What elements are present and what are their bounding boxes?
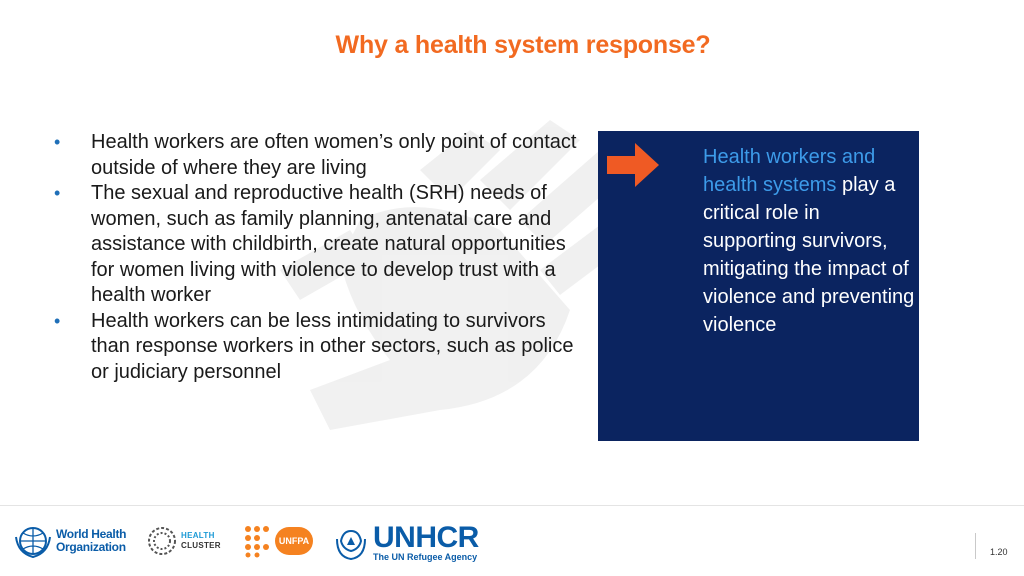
unfpa-dots-icon [243, 524, 277, 558]
bullet-dot-icon: • [54, 310, 61, 331]
who-logo-line1: World Health [56, 527, 127, 541]
slide-number-divider [975, 533, 976, 559]
callout-text [703, 143, 915, 339]
arrow-right-icon [607, 143, 659, 187]
bullet-text: Health workers are often women’s only point of contact outside of where they are living [91, 131, 577, 179]
health-cluster-logo [146, 524, 221, 558]
unhcr-emblem-icon [333, 527, 369, 561]
who-emblem-icon [14, 523, 52, 559]
health-cluster-line1: HEALTH [181, 531, 215, 540]
health-cluster-line2: CLUSTER [181, 541, 221, 550]
unfpa-logo: UNFPA [275, 527, 313, 555]
callout-highlight: Health workers and health systems [703, 146, 876, 196]
who-logo [14, 523, 126, 559]
slide-title: Why a health system response? [335, 31, 711, 59]
unhcr-logo [333, 521, 479, 563]
who-logo-line2: Organization [56, 540, 126, 554]
bullet-text: The sexual and reproductive health (SRH) needs of women, such as family planning, antenatal care and assistance with childbirth, create natural opportunities for women living with violence to develop trust with a health worker [91, 182, 566, 306]
bullet-item [50, 181, 580, 309]
slide-number: 1.20 [990, 547, 1008, 557]
bullet-item [50, 130, 580, 181]
bullet-text: Health workers can be less intimidating to survivors than response workers in other sectors, such as police or judiciary personnel [91, 309, 574, 383]
bullet-list [50, 130, 580, 385]
bullet-item [50, 309, 580, 386]
callout-body: play a critical role in supporting survivors, mitigating the impact of violence and preventing violence [703, 174, 915, 336]
bullet-dot-icon: • [54, 132, 61, 152]
unhcr-tagline: The UN Refugee Agency [373, 552, 478, 562]
bullet-dot-icon: • [54, 183, 61, 203]
health-cluster-emblem-icon [146, 524, 178, 558]
unhcr-name: UNHCR [373, 521, 479, 554]
